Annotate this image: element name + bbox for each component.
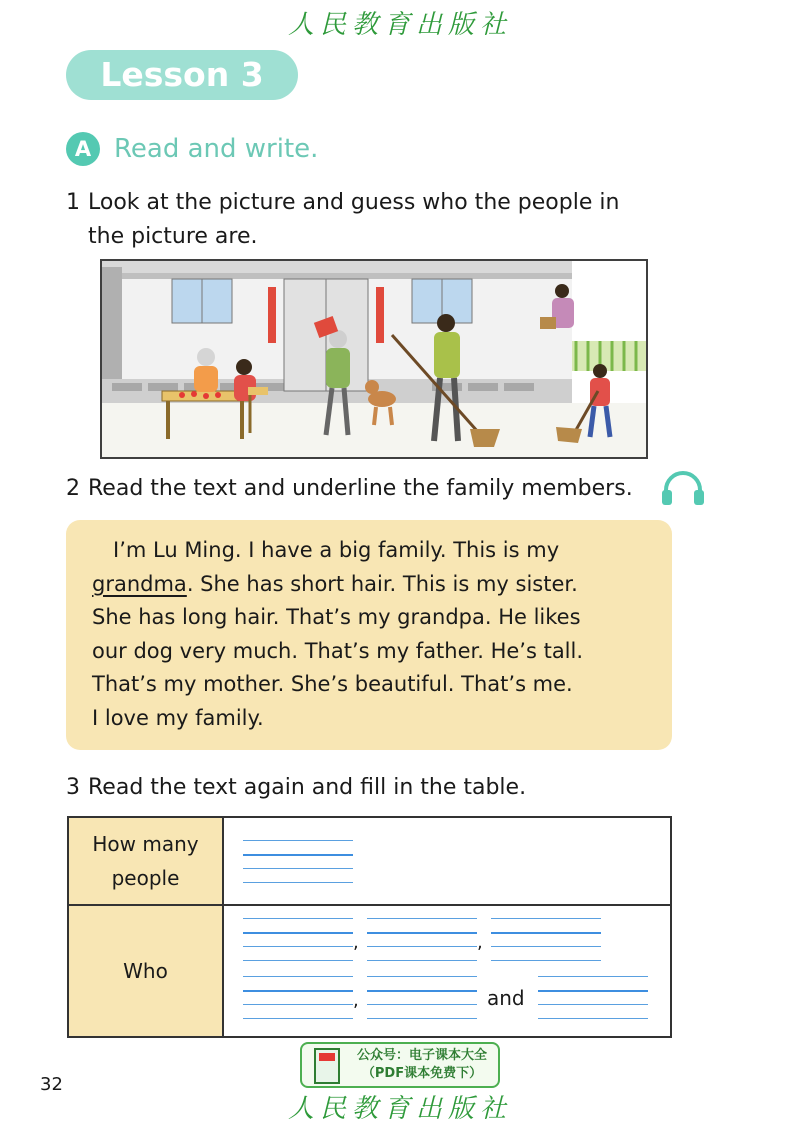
step-1-instruction	[66, 186, 706, 254]
scene-drawing	[102, 261, 646, 457]
answer-blank[interactable]	[538, 976, 648, 1020]
passage-line-5: That’s my mother. She’s beautiful. That’s me.	[92, 672, 573, 697]
section-a-heading	[66, 131, 318, 167]
step-text-continued: the picture are.	[88, 224, 258, 249]
step-number: 2	[66, 476, 80, 501]
section-title: Read and write.	[114, 134, 319, 164]
and-word: and	[487, 986, 525, 1010]
comma: ,	[477, 932, 483, 953]
lesson-title: Lesson 3	[66, 50, 298, 100]
book-icon	[314, 1048, 340, 1084]
step-text: Look at the picture and guess who the people in	[88, 190, 620, 215]
answer-blank[interactable]	[243, 976, 353, 1020]
stamp-line-2: （PDF课本免费下）	[361, 1066, 483, 1081]
underlined-word: grandma	[92, 571, 187, 596]
step-3-instruction	[66, 775, 526, 800]
reading-passage	[66, 520, 672, 750]
section-badge: A	[66, 132, 100, 166]
family-scene-illustration	[100, 259, 648, 459]
answer-blank[interactable]	[367, 918, 477, 962]
publisher-footer: 人民教育出版社	[287, 1094, 512, 1124]
step-number: 1	[66, 190, 80, 215]
publisher-header: 人民教育出版社	[287, 10, 512, 40]
step-number: 3	[66, 775, 80, 800]
answer-blank[interactable]	[491, 918, 601, 962]
wechat-stamp	[300, 1042, 500, 1088]
row-label-who: Who	[69, 906, 224, 1036]
fill-in-table	[67, 816, 672, 1038]
answer-blank[interactable]	[243, 840, 353, 884]
page-number: 32	[40, 1074, 63, 1095]
passage-line-4: our dog very much. That’s my father. He’s tall.	[92, 638, 584, 663]
passage-line-1: I’m Lu Ming. I have a big family. This is my	[113, 538, 560, 562]
passage-line-6: I love my family.	[92, 705, 264, 730]
row-label-how-many: How many people	[69, 818, 224, 904]
comma: ,	[353, 932, 359, 953]
step-text: Read the text and underline the family members.	[88, 476, 633, 501]
table-row-how-many	[69, 818, 670, 906]
comma: ,	[353, 990, 359, 1011]
passage-line-3: She has long hair. That’s my grandpa. He likes	[92, 605, 581, 630]
stamp-line-1: 公众号：电子课本大全	[356, 1048, 487, 1063]
step-2-instruction	[66, 476, 633, 501]
step-text: Read the text again and fill in the table.	[88, 775, 527, 800]
answer-blank[interactable]	[367, 976, 477, 1020]
passage-line-2: grandma. She has short hair. This is my sister.	[92, 571, 578, 596]
answer-blank[interactable]	[243, 918, 353, 962]
table-row-who	[69, 906, 670, 1036]
headphones-icon[interactable]	[660, 470, 706, 506]
